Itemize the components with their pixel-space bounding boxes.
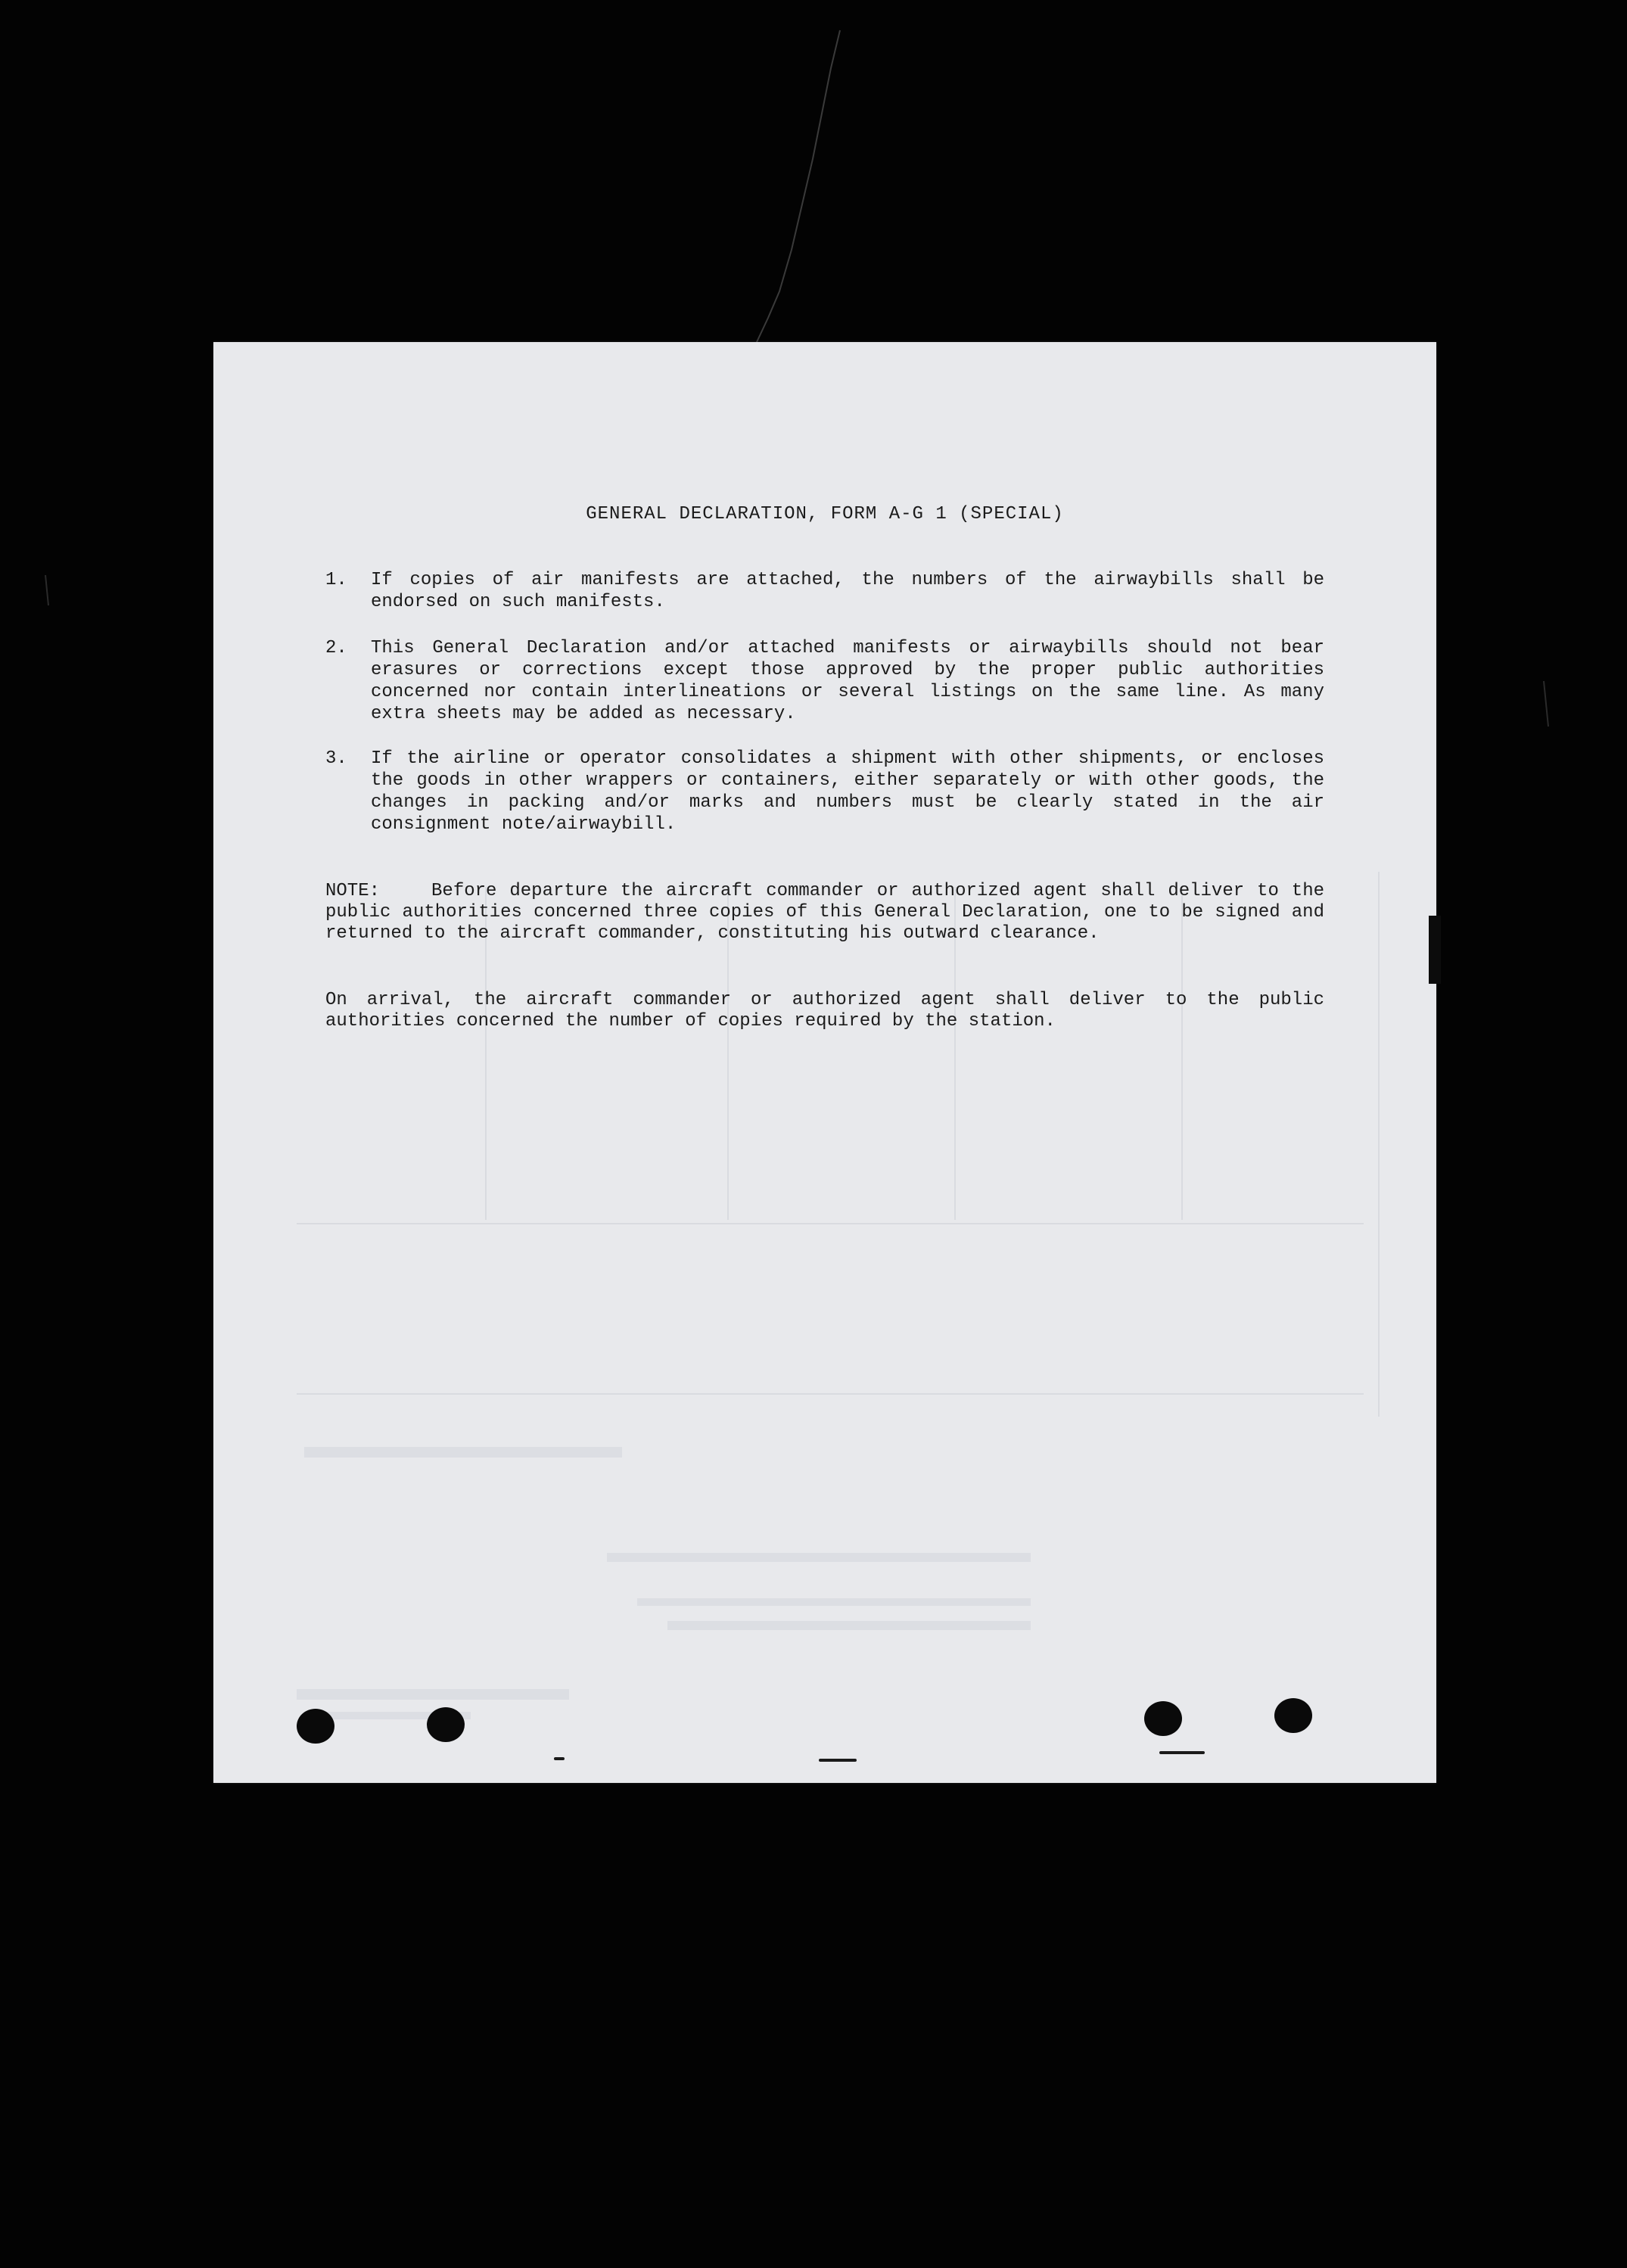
page-edge-tab xyxy=(1429,916,1441,984)
document-page xyxy=(213,342,1436,1783)
item-number: 3. xyxy=(325,748,347,769)
item-number: 1. xyxy=(325,570,347,590)
arrival-paragraph: On arrival, the aircraft commander or authorized agent shall deliver to the public authorities concerned the number of copies required by the station. xyxy=(325,990,1324,1031)
punch-hole xyxy=(297,1709,334,1744)
scan-speck xyxy=(554,1757,565,1760)
note-label: NOTE: xyxy=(325,881,381,901)
item-text: This General Declaration and/or attached manifests or airwaybills should not bear erasures or corrections except those approved by the proper public authorities concerned nor contain interlineations or several listings on the same line. As many extra sheets may be added as necessary. xyxy=(371,638,1324,724)
note-paragraph xyxy=(325,881,1324,944)
punch-hole xyxy=(1274,1698,1312,1733)
document-title: GENERAL DECLARATION, FORM A-G 1 (SPECIAL) xyxy=(586,504,1064,524)
note-text: Before departure the aircraft commander or authorized agent shall deliver to the public authorities concerned three copies of this General Declaration, one to be signed and returned to the aircraft commander, constituting his outward clearance. xyxy=(325,881,1324,944)
punch-hole xyxy=(427,1707,465,1742)
item-text: If the airline or operator consolidates a shipment with other shipments, or encloses the goods in other wrappers or containers, either separately or with other goods, the changes in packing and/or marks and numbers must be clearly stated in the air consignment note/airwaybill. xyxy=(371,748,1324,835)
punch-hole xyxy=(1144,1701,1182,1736)
bleed-through-ghost-form xyxy=(213,342,1436,1783)
item-number: 2. xyxy=(325,638,347,658)
item-text: If copies of air manifests are attached, the numbers of the airwaybills shall be endorsed on such manifests. xyxy=(371,570,1324,612)
scan-speck xyxy=(1159,1751,1205,1754)
scan-speck xyxy=(819,1759,857,1762)
